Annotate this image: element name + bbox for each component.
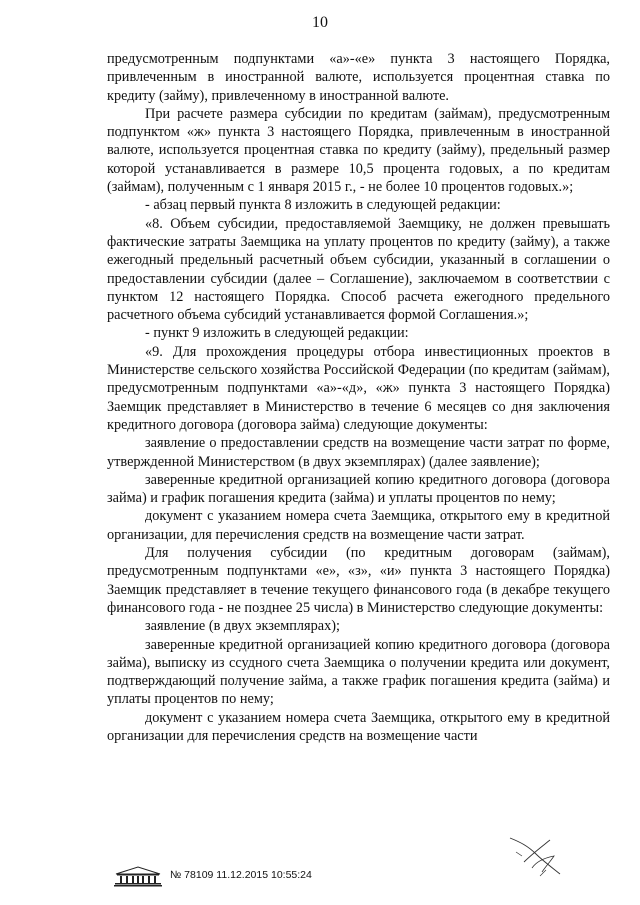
handwritten-signature-icon — [506, 832, 566, 882]
paragraph: документ с указанием номера счета Заемщика, открытого ему в кредитной организации, для перечисления средств на возмещение части затрат. — [107, 508, 610, 543]
paragraph: документ с указанием номера счета Заемщика, открытого ему в кредитной организации для перечисления средств на возмещение части — [107, 709, 610, 744]
paragraph: - абзац первый пункта 8 изложить в следующей редакции: — [145, 197, 501, 214]
government-building-icon — [112, 866, 164, 888]
paragraph: заявление (в двух экземплярах); — [145, 618, 340, 635]
paragraph: заверенные кредитной организацией копию кредитного договора (договора займа) и график погашения кредита (займа) и уплаты процентов по нему; — [107, 471, 610, 507]
paragraph: заявление о предоставлении средств на возмещение части затрат по форме, утвержденной Министерством (в двух экземплярах) (далее заявление); — [107, 435, 610, 470]
paragraph: заверенные кредитной организацией копию кредитного договора (договора займа), выписку из ссудного счета Заемщика о получении кредита или документ, подтверждающий получение займа, а также график погашения кредита (займа) и уплаты процентов по нему; — [107, 636, 610, 708]
paragraph: «8. Объем субсидии, предоставляемой Заемщику, не должен превышать фактические затраты Заемщика на уплату процентов по кредиту (займу), а также ежегодный предельный расчетный объем субсидии, указанный в соглашении о предоставлении субсидии (далее – Соглашение), заключаемом в соответствии с пунктом 12 настоящего Порядка. Способ расчета ежегодного предельного расчетного объема субсидий устанавливается формой Соглашения.»; — [107, 215, 610, 324]
paragraph: Для получения субсидии (по кредитным договорам (займам), предусмотренным подпунктами «е», «з», «и» пункта 3 настоящего Порядка) Заемщик представляет в течение текущего финансового года (в декабре текущего финансового года - не позднее 25 числа) в Министерство следующие документы: — [107, 545, 610, 616]
paragraph: При расчете размера субсидии по кредитам (займам), предусмотренным подпунктом «ж» пункта 3 настоящего Порядка, привлеченным в иностранной валюте, используется процентная ставка по кредиту (займу), предельный размер которой устанавливается в размере 10,5 процента годовых, а по кредитам (займам), полученным с 1 января 2015 г., - не более 10 процентов годовых.»; — [107, 105, 610, 196]
document-body — [107, 50, 610, 745]
paragraph: предусмотренным подпунктами «а»-«е» пункта 3 настоящего Порядка, привлеченным в иностранной валюте, используется процентная ставка по кредиту (займу), привлеченному в иностранной валюте. — [107, 51, 610, 104]
document-stamp: № 78109 11.12.2015 10:55:24 — [170, 869, 312, 881]
paragraph: - пункт 9 изложить в следующей редакции: — [145, 325, 409, 342]
page-number: 10 — [312, 14, 328, 31]
document-footer — [112, 866, 412, 888]
paragraph: «9. Для прохождения процедуры отбора инвестиционных проектов в Министерстве сельского хозяйства Российской Федерации (по кредитам (займам), предусмотренным подпунктами «а»-«д», «ж» пункта 3 настоящего Порядка) Заемщик представляет в Министерство в течение 6 месяцев со дня заключения кредитного договора (договора займа) следующие документы: — [107, 343, 610, 433]
